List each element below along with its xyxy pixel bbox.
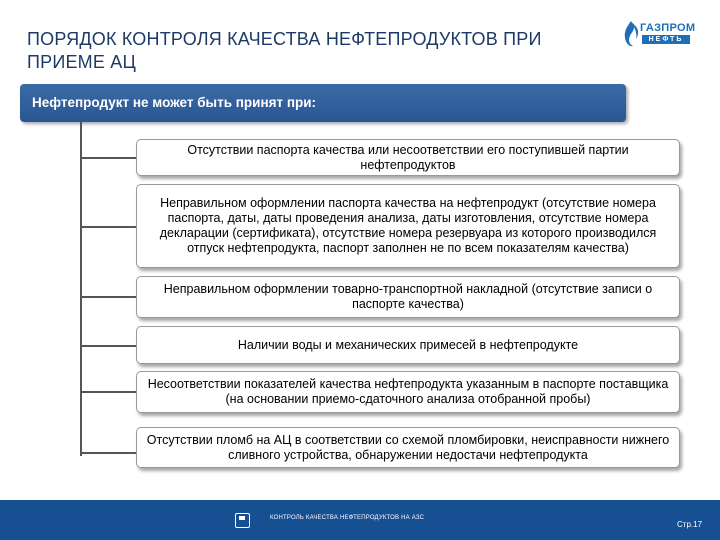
tree-branch bbox=[80, 296, 136, 298]
tree-branch bbox=[80, 157, 136, 159]
tree-branch bbox=[80, 452, 136, 454]
condition-box: Несоответствии показателей качества нефтепродукта указанным в паспорте поставщика (на основании приемо-сдаточного анализа отобранной пробы) bbox=[136, 371, 680, 413]
tree-connector-line bbox=[80, 122, 82, 456]
condition-box: Наличии воды и механических примесей в нефтепродукте bbox=[136, 326, 680, 364]
footer-bar bbox=[0, 500, 720, 540]
section-header: Нефтепродукт не может быть принят при: bbox=[20, 84, 626, 122]
condition-box: Отсутствии пломб на АЦ в соответствии со схемой пломбировки, неисправности нижнего сливного устройства, обнаружении недостачи нефтепродукта bbox=[136, 427, 680, 468]
condition-box: Неправильном оформлении товарно-транспортной накладной (отсутствие записи о паспорте качества) bbox=[136, 276, 680, 318]
condition-box: Отсутствии паспорта качества или несоответствии его поступившей партии нефтепродуктов bbox=[136, 139, 680, 176]
logo-subtitle: НЕФТЬ bbox=[642, 35, 690, 44]
tree-branch bbox=[80, 226, 136, 228]
condition-box: Неправильном оформлении паспорта качества на нефтепродукт (отсутствие номера паспорта, даты, даты проведения анализа, даты изготовления, отсутствие номера декларации (сертификата), отсутствие номера резервуара из которого производился отпуск нефтепродукта, паспорт заполнен не по всем показателям качества) bbox=[136, 184, 680, 268]
flame-icon bbox=[622, 20, 640, 48]
footer-caption: КОНТРОЛЬ КАЧЕСТВА НЕФТЕПРОДУКТОВ НА АЗС bbox=[270, 515, 425, 521]
logo-wordmark: ГАЗПРОМ bbox=[640, 22, 696, 34]
page-title: ПОРЯДОК КОНТРОЛЯ КАЧЕСТВА НЕФТЕПРОДУКТОВ ПРИ ПРИЕМЕ АЦ bbox=[27, 29, 542, 72]
tree-branch bbox=[80, 391, 136, 393]
page-number: Стр.17 bbox=[677, 520, 703, 529]
fuel-pump-icon bbox=[235, 513, 250, 528]
gazprom-neft-logo bbox=[622, 18, 696, 50]
tree-branch bbox=[80, 345, 136, 347]
